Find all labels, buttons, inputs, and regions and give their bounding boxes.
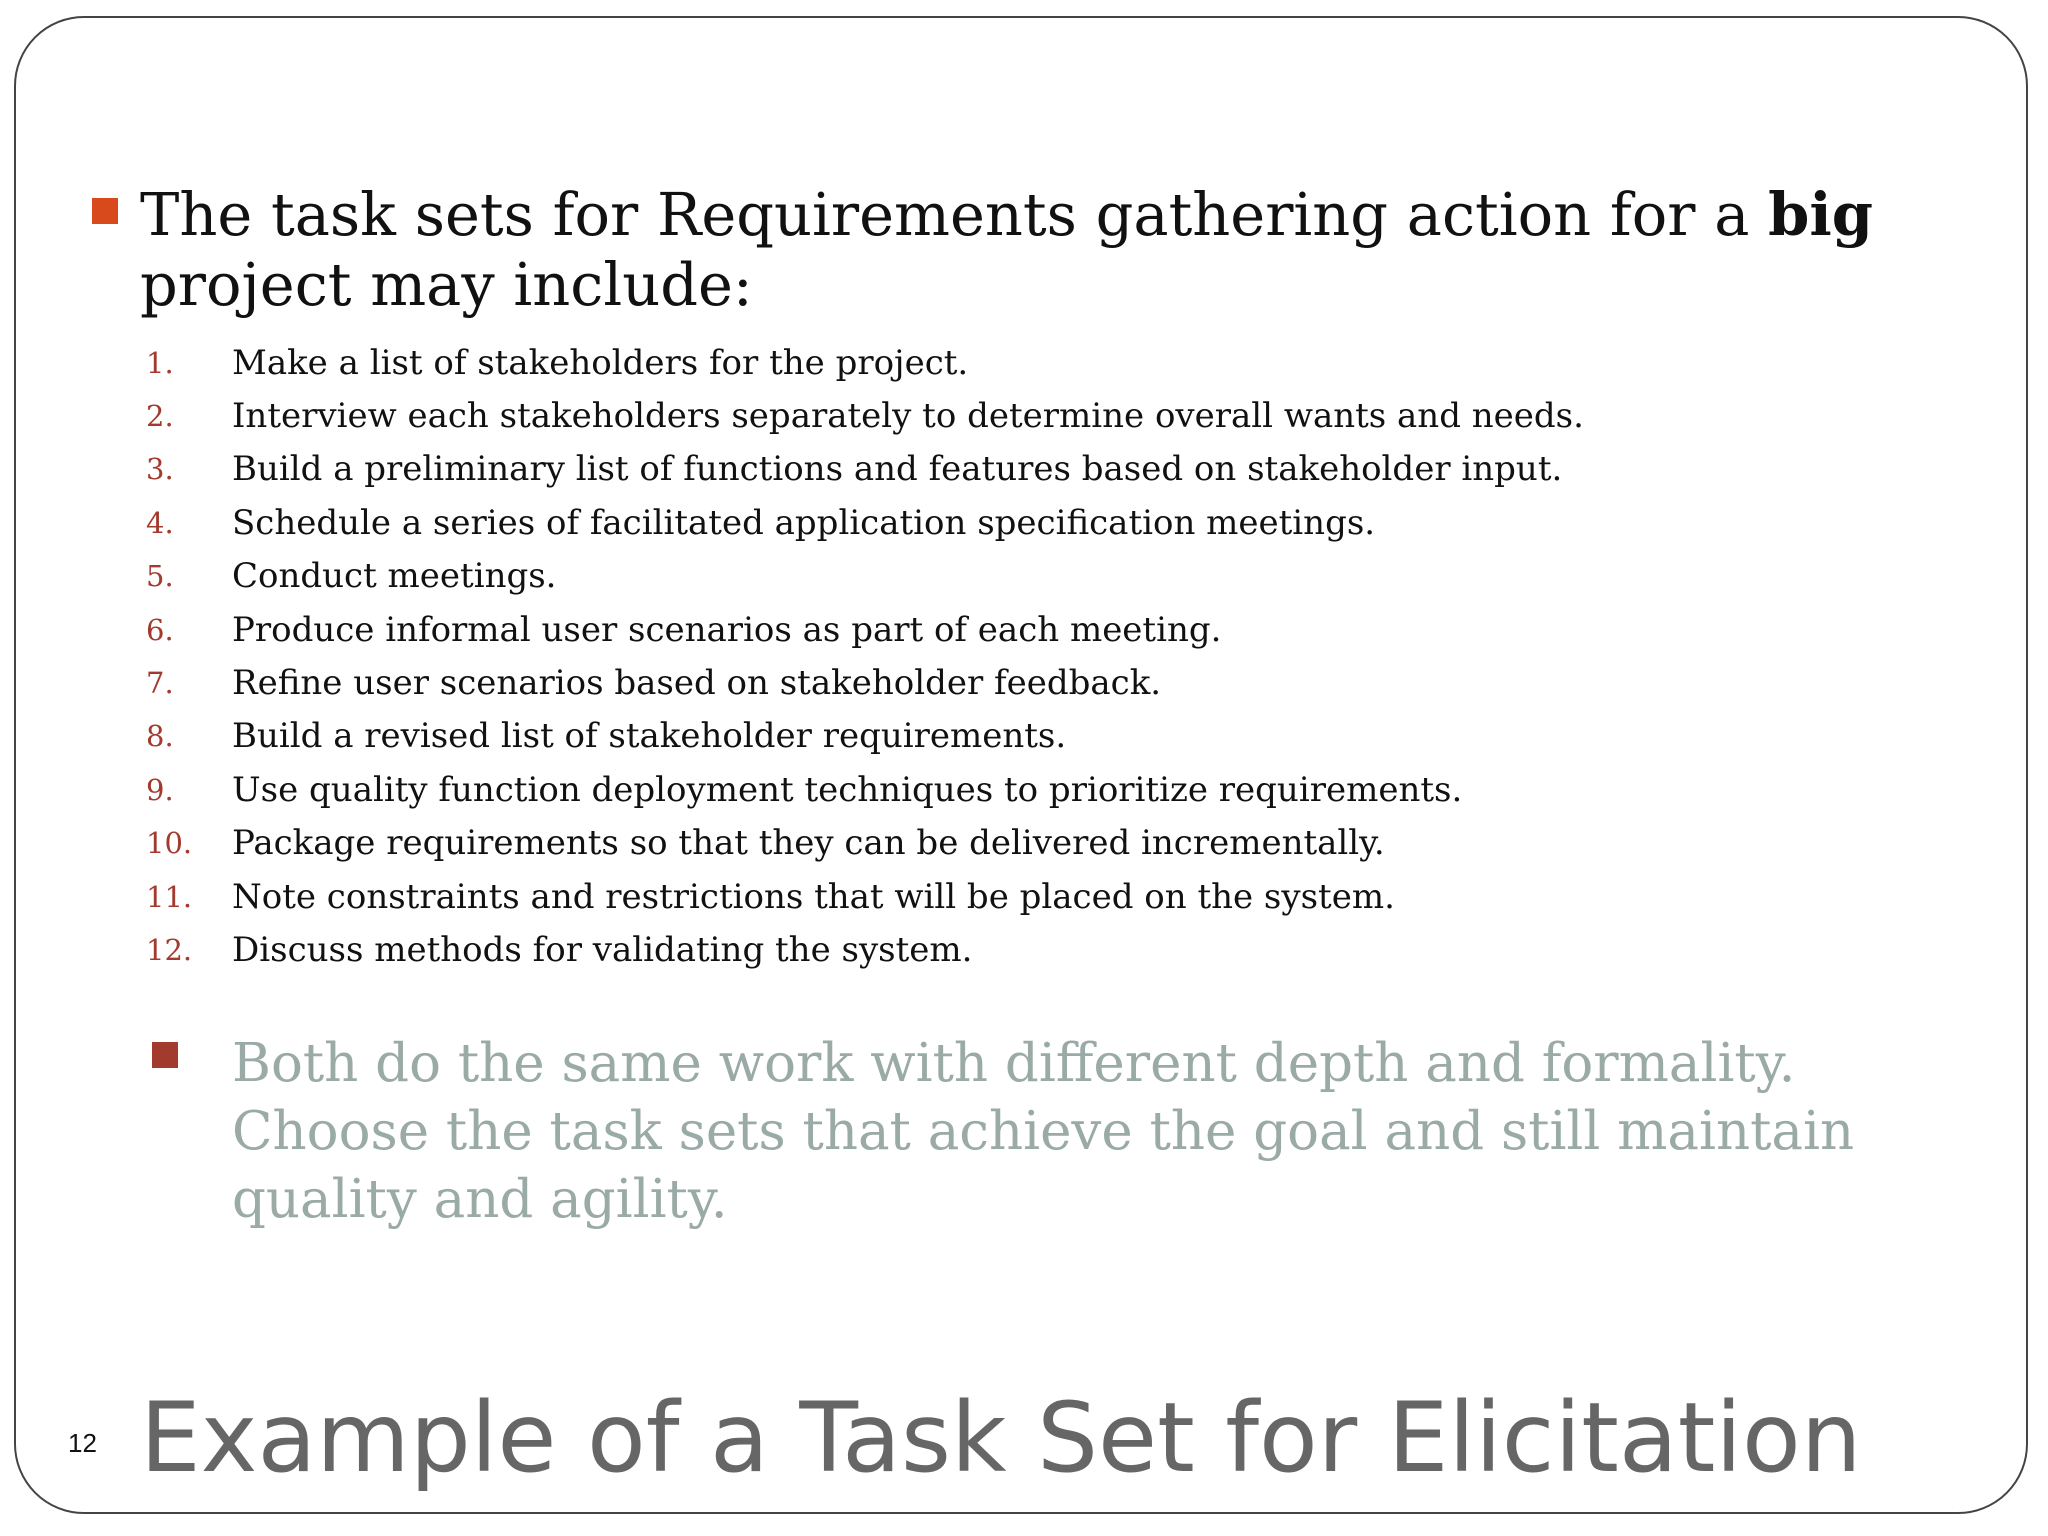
task-step-item [146,496,1846,549]
task-step-text: Interview each stakeholders separately to determine overall wants and needs. [232,396,1584,437]
task-step-number: 10. [146,826,193,861]
task-step-number: 6. [146,612,174,647]
task-step-text: Use quality function deployment techniques to prioritize requirements. [232,769,1463,810]
main-bullet-text [140,180,1940,320]
task-step-text: Note constraints and restrictions that will be placed on the system. [232,876,1395,917]
task-step-number: 1. [146,345,174,380]
task-step-number: 3. [146,452,174,487]
task-step-text: Schedule a series of facilitated application specification meetings. [232,502,1376,543]
page-number: 12 [68,1428,97,1458]
main-text-start: The task sets for Requirements gathering action for a [140,180,1769,249]
task-step-item [146,389,1846,442]
task-step-item [146,710,1846,763]
task-step-item [146,870,1846,923]
main-bullet-marker [92,198,118,224]
task-step-item [146,443,1846,496]
task-step-item [146,923,1846,976]
main-text-end: project may include: [140,250,753,319]
task-step-number: 7. [146,666,174,701]
task-step-number: 9. [146,772,174,807]
task-step-number: 5. [146,559,174,594]
task-step-item [146,817,1846,870]
task-step-text: Build a preliminary list of functions and features based on stakeholder input. [232,449,1563,490]
sub-bullet-text: Both do the same work with different depth and formality. Choose the task sets that achieve the goal and still maintain quality and agility. [232,1033,1855,1230]
task-step-number: 8. [146,719,174,754]
task-step-text: Discuss methods for validating the system. [232,929,973,970]
task-step-item [146,336,1846,389]
task-step-text: Produce informal user scenarios as part of each meeting. [232,609,1222,650]
main-text-bold: big [1768,180,1874,249]
task-step-number: 4. [146,505,174,540]
task-step-text: Refine user scenarios based on stakeholder feedback. [232,663,1162,704]
sub-bullet-marker [152,1042,178,1068]
task-step-text: Package requirements so that they can be delivered incrementally. [232,823,1385,864]
slide-title: Example of a Task Set for Elicitation [140,1382,1862,1494]
task-step-number: 11. [146,879,193,914]
task-step-item [146,603,1846,656]
task-step-item [146,550,1846,603]
task-step-number: 2. [146,399,174,434]
task-step-list [146,336,1846,977]
task-step-item [146,656,1846,709]
task-step-text: Conduct meetings. [232,556,557,597]
task-step-item [146,763,1846,816]
task-step-text: Make a list of stakeholders for the project. [232,342,969,383]
task-step-number: 12. [146,932,193,967]
task-step-text: Build a revised list of stakeholder requirements. [232,716,1067,757]
